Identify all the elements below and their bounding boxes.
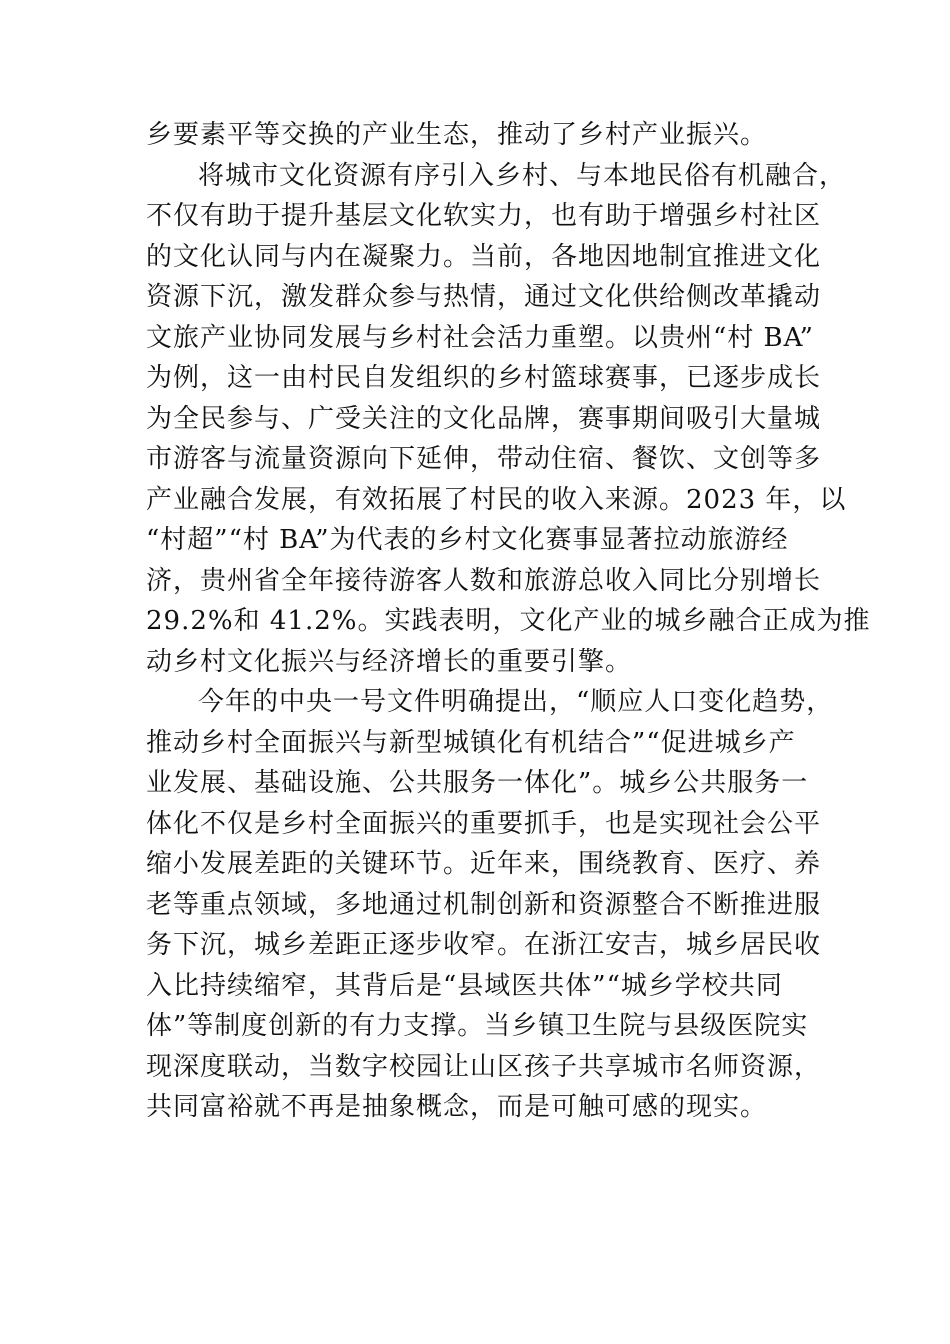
- text-line: 缩小发展差距的关键环节。近年来，围绕教育、医疗、养: [146, 849, 822, 879]
- text-line: 文旅产业协同发展与乡村社会活力重塑。以贵州“村 BA”: [146, 322, 814, 353]
- text-line: 乡要素平等交换的产业生态，推动了乡村产业振兴。: [146, 120, 768, 150]
- text-line: 为例，这一由村民自发组织的乡村篮球赛事，已逐步成长: [146, 363, 822, 393]
- text-line: 为全民参与、广受关注的文化品牌，赛事期间吸引大量城: [146, 403, 822, 434]
- text-line: 体”等制度创新的有力支撑。当乡镇卫生院与县级医院实: [146, 1011, 809, 1041]
- text-line: 济，贵州省全年接待游客人数和旅游总收入同比分别增长: [146, 565, 822, 596]
- text-line: 业发展、基础设施、公共服务一体化”。城乡公共服务一: [146, 768, 809, 798]
- text-line: 现深度联动，当数字校园让山区孩子共享城市名师资源，: [146, 1051, 822, 1082]
- text-line: 动乡村文化振兴与经济增长的重要引擎。: [146, 646, 633, 677]
- text-line: 入比持续缩窄，其背后是“县域医共体”“城乡学校共同: [146, 970, 783, 1001]
- paragraph-first-line: 今年的中央一号文件明确提出，“顺应人口变化趋势，: [198, 687, 834, 717]
- text-line: 产业融合发展，有效拓展了村民的收入来源。2023 年，以: [146, 484, 847, 515]
- text-line: 务下沉，城乡差距正逐步收窄。在浙江安吉，城乡居民收: [146, 930, 822, 960]
- text-line: 资源下沉，激发群众参与热情，通过文化供给侧改革撬动: [146, 282, 822, 312]
- text-line: 29.2%和 41.2%。实践表明，文化产业的城乡融合正成为推: [146, 606, 871, 636]
- text-line: 不仅有助于提升基层文化软实力，也有助于增强乡村社区: [146, 201, 822, 231]
- text-line: 的文化认同与内在凝聚力。当前，各地因地制宜推进文化: [146, 241, 822, 272]
- text-line: “村超”“村 BA”为代表的乡村文化赛事显著拉动旅游经: [146, 525, 789, 555]
- article-body: [146, 115, 871, 1128]
- text-line: 共同富裕就不再是抽象概念，而是可触可感的现实。: [146, 1092, 768, 1122]
- text-line: 老等重点领域，多地通过机制创新和资源整合不断推进服: [146, 889, 822, 920]
- paragraph-first-line: 将城市文化资源有序引入乡村、与本地民俗有机融合，: [198, 160, 847, 191]
- text-line: 市游客与流量资源向下延伸，带动住宿、餐饮、文创等多: [146, 444, 822, 474]
- text-line: 推动乡村全面振兴与新型城镇化有机结合”“促进城乡产: [146, 727, 796, 758]
- text-line: 体化不仅是乡村全面振兴的重要抓手，也是实现社会公平: [146, 808, 822, 839]
